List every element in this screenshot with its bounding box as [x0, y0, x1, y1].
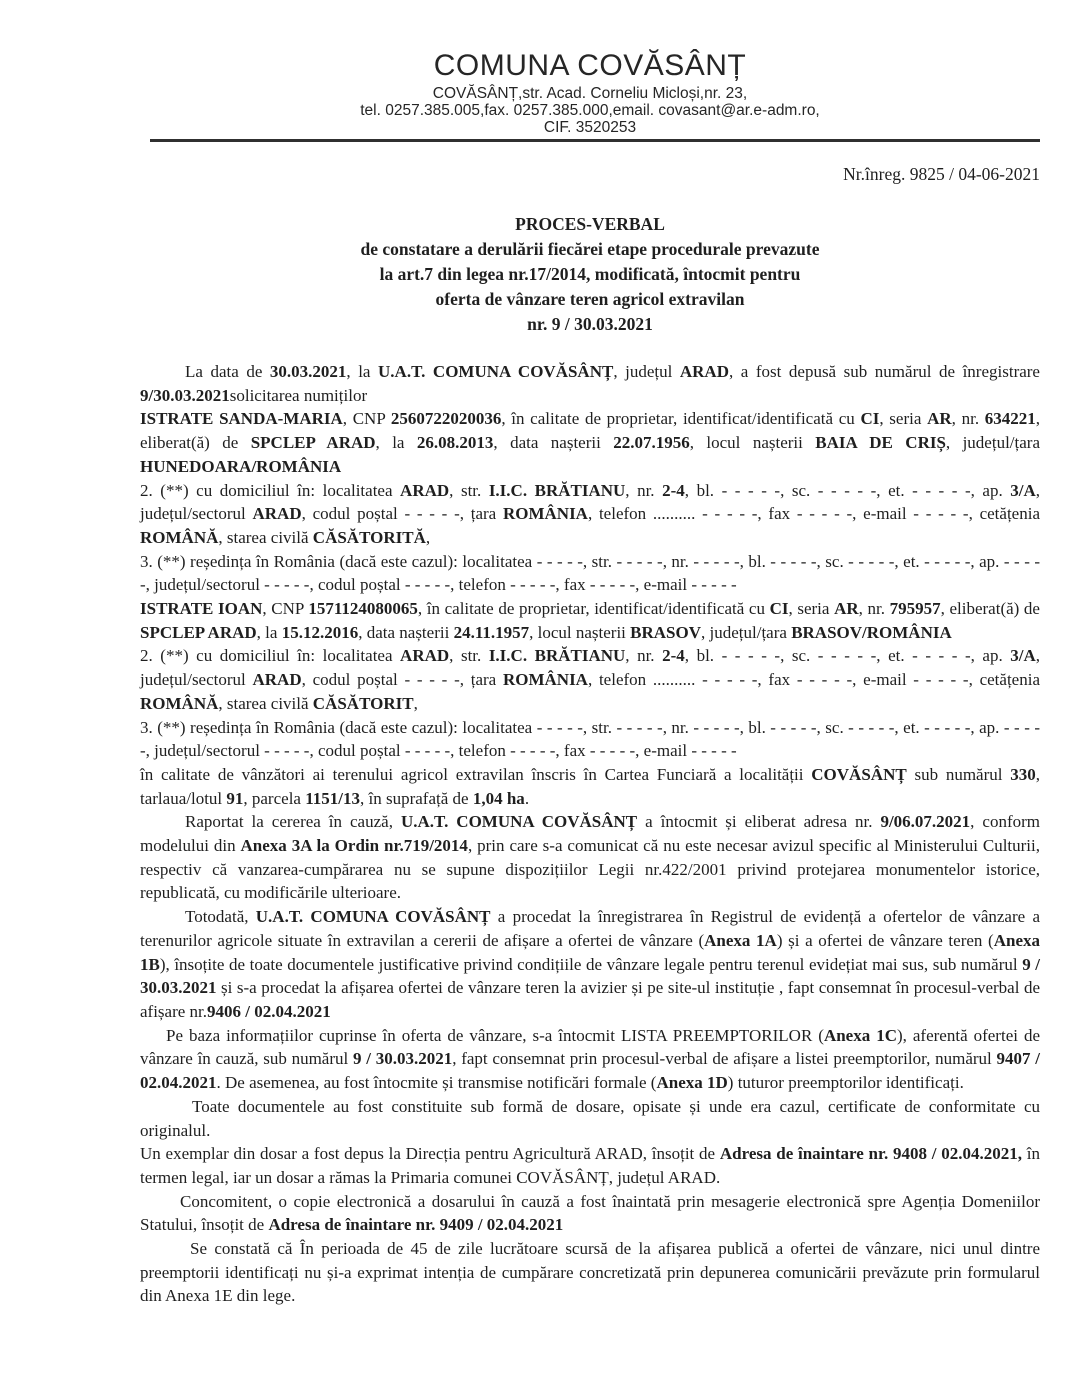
paragraph: ISTRATE IOAN, CNP 1571124080065, în calitate de proprietar, identificat/identificată cu CI, seria AR, nr. 795957, eliberat(ă) de SPCLEP ARAD, la 15.12.2016, data nașterii 24.11.1957, locul nașterii BRASOV, județul/țara BRASOV/ROMÂNIA: [140, 599, 1040, 642]
doc-title-line: nr. 9 / 30.03.2021: [527, 314, 653, 334]
paragraph: Concomitent, o copie electronică a dosarului în cauză a fost înaintată prin mesagerie electronică spre Agenția Domeniilor Statului, însoțit de Adresa de înaintare nr. 9409 / 02.04.2021: [140, 1191, 1040, 1235]
doc-title-line: de constatare a derulării fiecărei etape procedurale prevazute: [360, 239, 820, 259]
paragraph: 2. (**) cu domiciliul în: localitatea ARAD, str. I.I.C. BRĂTIANU, nr. 2-4, bl. - - - - -, sc. - - - - -, et. - - - - -, ap. 3/A, județul/sectorul ARAD, codul poștal - - - - -, țara ROMÂNIA, telefon .......... - - - - -, fax - - - - -, e-mail - - - - -, cetățenia ROMÂNĂ, starea civilă CĂSĂTORITĂ,: [140, 480, 1040, 547]
paragraph: Se constată că În perioada de 45 de zile lucrătoare scursă de la afișarea publică a ofertei de vânzare, nici unul dintre preemptorii identificați nu și-a exprimat intenția de cumpărare concretizată prin depunerea comunicării prevăzute prin formularul din Anexa 1E din lege.: [140, 1239, 1040, 1306]
org-address-line: COVĂSÂNȚ,str. Acad. Corneliu Micloși,nr. 23,: [432, 85, 748, 102]
registration-number: Nr.înreg. 9825 / 04-06-2021: [843, 164, 1040, 184]
org-name: COMUNA COVĂSÂNȚ: [433, 49, 747, 82]
paragraph: Un exemplar din dosar a fost depus la Direcția pentru Agricultură ARAD, însoțit de Adresa de înaintare nr. 9408 / 02.04.2021, în termen legal, iar un dosar a rămas la Primaria comunei COVĂSÂNȚ, județul ARAD.: [140, 1144, 1041, 1187]
doc-title-line: la art.7 din legea nr.17/2014, modificată, întocmit pentru: [379, 264, 801, 284]
header-divider: [150, 139, 1040, 142]
doc-title-line: oferta de vânzare teren agricol extravilan: [435, 289, 745, 309]
paragraph: ISTRATE SANDA-MARIA, CNP 2560722020036, în calitate de proprietar, identificat/identificată cu CI, seria AR, nr. 634221, eliberat(ă) de SPCLEP ARAD, la 26.08.2013, data nașterii 22.07.1956, locul nașterii BAIA DE CRIȘ, județul/țara HUNEDOARA/ROMÂNIA: [140, 409, 1040, 476]
paragraph: Totodată, U.A.T. COMUNA COVĂSÂNȚ a procedat la înregistrarea în Registrul de evidență a ofertelor de vânzare a terenurilor agricole situate în extravilan a cererii de afișare a ofertei de vânzare (Anexa 1A) și a ofertei de vânzare teren (Anexa 1B), însoțite de toate documentele justificative privind condițiile de vânzare legale pentru terenul evidețiat mai sus, sub numărul 9 / 30.03.2021 și s-a procedat la afișarea ofertei de vânzare teren la avizier și pe site-ul instituție , fapt consemnat în procesul-verbal de afișare nr.9406 / 02.04.2021: [140, 907, 1041, 1021]
letterhead: [140, 0, 1040, 142]
doc-title-line: PROCES-VERBAL: [515, 214, 665, 234]
paragraph: 3. (**) reședința în România (dacă este cazul): localitatea - - - - -, str. - - - - -, nr. - - - - -, bl. - - - - -, sc. - - - - -, et. - - - - -, ap. - - - - -, județul/sectorul - - - - -, codul poștal - - - - -, telefon - - - - -, fax - - - - -, e-mail - - - - -: [140, 551, 1040, 595]
org-address-line: tel. 0257.385.005,fax. 0257.385.000,email. covasant@ar.e-adm.ro,: [360, 102, 820, 119]
document-body: [140, 360, 1040, 1308]
paragraph: Pe baza informațiilor cuprinse în oferta de vânzare, s-a întocmit LISTA PREEMPTORILOR (Anexa 1C), aferentă ofertei de vânzare în cauză, sub numărul 9 / 30.03.2021, fapt consemnat prin procesul-verbal de afișare a listei preemptorilor, numărul 9407 / 02.04.2021. De asemenea, au fost întocmite și transmise notificări formale (Anexa 1D) tuturor preemptorilor identificați.: [140, 1025, 1040, 1093]
paragraph: 3. (**) reședința în România (dacă este cazul): localitatea - - - - -, str. - - - - -, nr. - - - - -, bl. - - - - -, sc. - - - - -, et. - - - - -, ap. - - - - -, județul/sectorul - - - - -, codul poștal - - - - -, telefon - - - - -, fax - - - - -, e-mail - - - - -: [140, 717, 1040, 761]
paragraph: La data de 30.03.2021, la U.A.T. COMUNA COVĂSÂNȚ, județul ARAD, a fost depusă sub numărul de înregistrare 9/30.03.2021solicitarea numiților: [140, 362, 1040, 405]
doc-title: [140, 212, 1040, 337]
paragraph: Toate documentele au fost constituite sub formă de dosare, opisate și unde era cazul, certificate de conformitate cu originalul.: [140, 1096, 1040, 1140]
org-address-line: CIF. 3520253: [543, 119, 637, 136]
paragraph: în calitate de vânzători ai terenului agricol extravilan înscris în Cartea Funciară a localității COVĂSÂNȚ sub numărul 330, tarlaua/lotul 91, parcela 1151/13, în suprafață de 1,04 ha.: [140, 764, 1040, 808]
document-content: [140, 0, 1040, 1308]
paragraph: 2. (**) cu domiciliul în: localitatea ARAD, str. I.I.C. BRĂTIANU, nr. 2-4, bl. - - - - -, sc. - - - - -, et. - - - - -, ap. 3/A, județul/sectorul ARAD, codul poștal - - - - -, țara ROMÂNIA, telefon .......... - - - - -, fax - - - - -, e-mail - - - - -, cetățenia ROMÂNĂ, starea civilă CĂSĂTORIT,: [140, 646, 1040, 713]
paragraph: Raportat la cererea în cauză, U.A.T. COMUNA COVĂSÂNȚ a întocmit și eliberat adresa nr. 9/06.07.2021, conform modelului din Anexa 3A la Ordin nr.719/2014, prin care s-a comunicat că nu este necesar avizul specific al Ministerului Culturii, respectiv că vanzarea-cumpărarea nu se supune dispozițiilor Legii nr.422/2001 privind protejarea monumentelor istorice, republicată, cu modificările ulterioare.: [140, 812, 1040, 903]
org-address: [140, 85, 1040, 136]
